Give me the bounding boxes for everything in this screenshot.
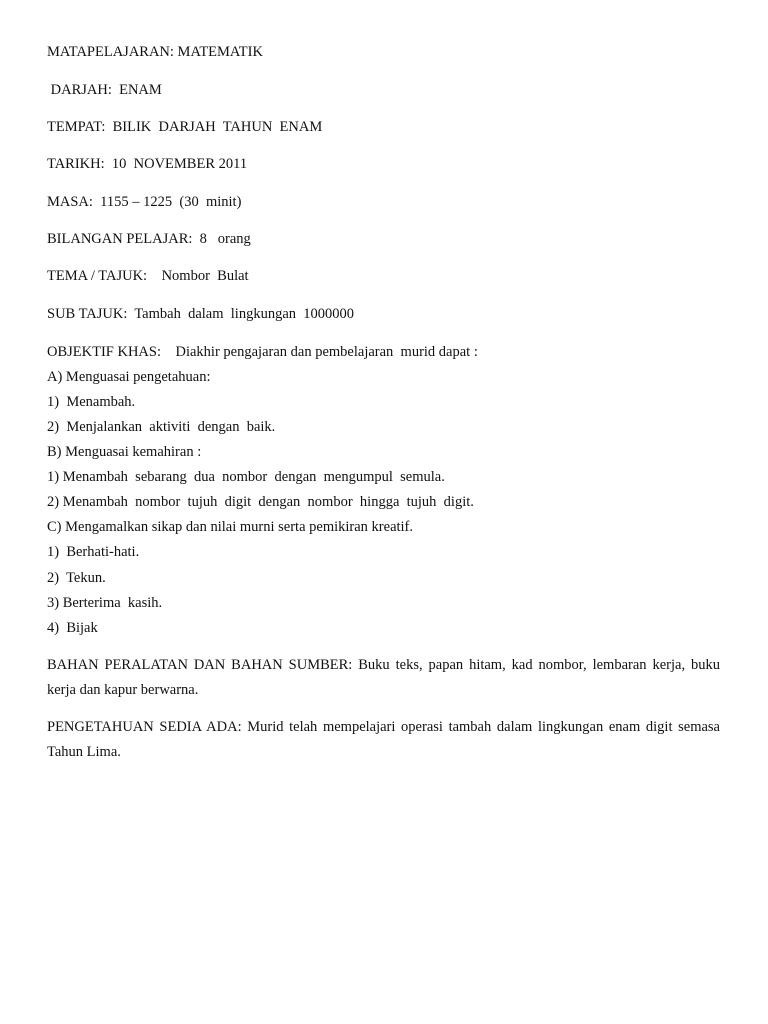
time-line: MASA: 1155 – 1225 (30 minit) (47, 194, 242, 210)
objective-item: 4) Bijak (47, 620, 98, 636)
grade-line: DARJAH: ENAM (47, 82, 162, 98)
objective-item: B) Menguasai kemahiran : (47, 444, 202, 460)
objective-item: A) Menguasai pengetahuan: (47, 369, 211, 385)
objective-item: 3) Berterima kasih. (47, 595, 163, 611)
objective-item: 1) Berhati-hati. (47, 544, 140, 560)
subtopic-line: SUB TAJUK: Tambah dalam lingkungan 1000000 (47, 306, 355, 322)
objective-item: 2) Menambah nombor tujuh digit dengan nombor hingga tujuh digit. (47, 494, 474, 510)
place-line: TEMPAT: BILIK DARJAH TAHUN ENAM (47, 119, 323, 135)
theme-line: TEMA / TAJUK: Nombor Bulat (47, 268, 249, 284)
prior-knowledge-paragraph: PENGETAHUAN SEDIA ADA: Murid telah mempelajari operasi tambah dalam lingkungan enam digit semasa Tahun Lima. (47, 719, 720, 760)
materials-paragraph: BAHAN PERALATAN DAN BAHAN SUMBER: Buku teks, papan hitam, kad nombor, lembaran kerja, buku kerja dan kapur berwarna. (47, 657, 720, 698)
objective-item: C) Mengamalkan sikap dan nilai murni serta pemikiran kreatif. (47, 519, 414, 535)
objective-item: 1) Menambah. (47, 394, 136, 410)
objective-item: 2) Menjalankan aktiviti dengan baik. (47, 419, 276, 435)
date-line: TARIKH: 10 NOVEMBER 2011 (47, 156, 248, 172)
objectives-heading: OBJEKTIF KHAS: Diakhir pengajaran dan pembelajaran murid dapat : (47, 344, 478, 360)
objective-item: 2) Tekun. (47, 570, 106, 586)
subject-line: MATAPELAJARAN: MATEMATIK (47, 44, 263, 60)
objective-item: 1) Menambah sebarang dua nombor dengan mengumpul semula. (47, 469, 445, 485)
students-line: BILANGAN PELAJAR: 8 orang (47, 231, 251, 247)
